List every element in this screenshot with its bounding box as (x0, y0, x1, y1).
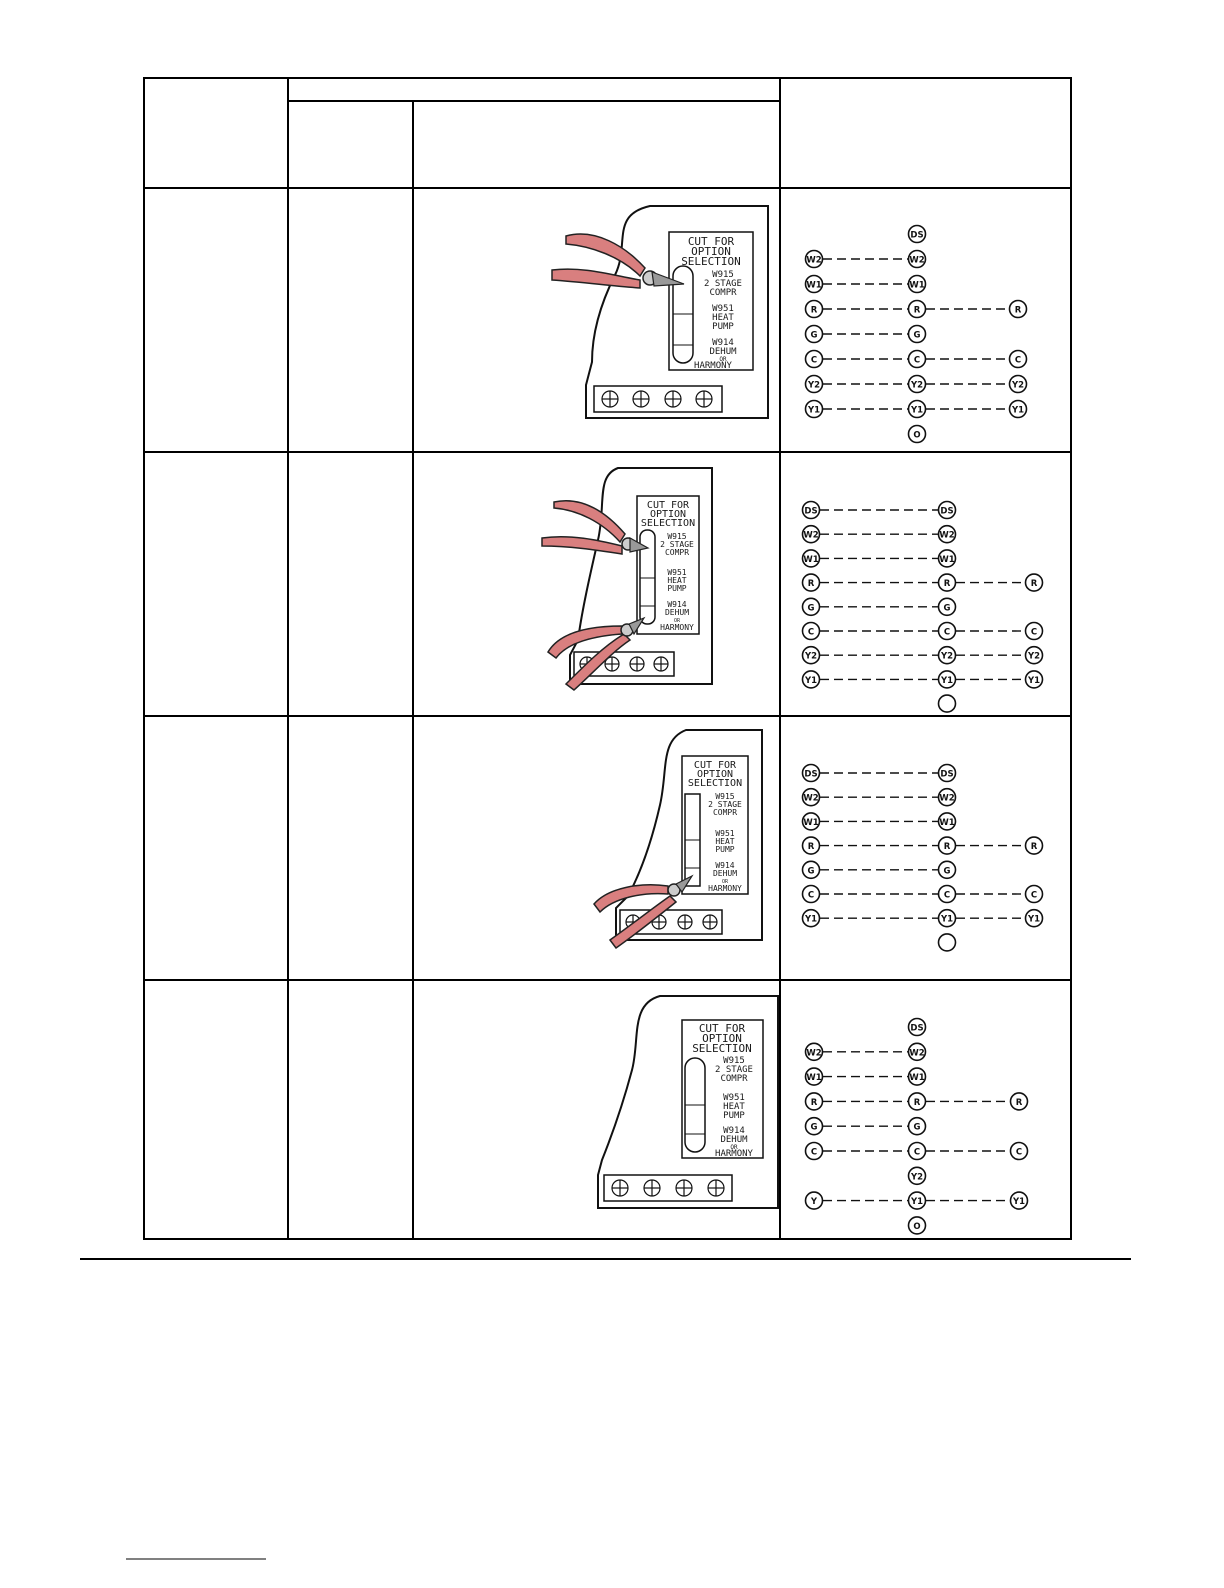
control-board-terminal: R (913, 1097, 921, 1108)
board-illustration-row-4 (598, 996, 778, 1208)
board-label-harmony: HARMONY (708, 884, 742, 893)
control-board-terminal: G (943, 603, 951, 614)
control-board-terminal: Y2 (910, 380, 924, 391)
board-label-w951: W951 (723, 1093, 745, 1103)
control-board-terminal: R (913, 305, 921, 316)
outdoor-unit-terminal: Y1 (1027, 914, 1041, 925)
control-board-terminal: Y2 (910, 1172, 924, 1183)
outdoor-unit-terminal: C (1015, 1147, 1023, 1158)
board-illustration-row-2 (542, 468, 712, 690)
control-board-terminal: G (913, 1122, 921, 1133)
board-label-2-stage: 2 STAGE (660, 540, 694, 549)
outdoor-unit-terminal: R (1015, 1097, 1023, 1108)
board-illustration-row-1 (552, 206, 768, 418)
empty-terminal-circle (939, 695, 956, 712)
control-board-terminal: DS (940, 769, 954, 780)
board-label-selection: SELECTION (687, 778, 743, 789)
board-label-or: OR (721, 879, 729, 885)
control-board-terminal: Y1 (940, 914, 954, 925)
thermostat-terminal: C (807, 627, 815, 638)
thermostat-terminal: W2 (803, 793, 819, 804)
thermostat-terminal: Y1 (807, 405, 821, 416)
board-label-option: OPTION (702, 1032, 742, 1045)
outdoor-unit-terminal: Y1 (1011, 405, 1025, 416)
board-label-w914: W914 (712, 338, 734, 348)
thermostat-terminal: W1 (806, 1073, 822, 1084)
board-label-w914: W914 (667, 600, 687, 609)
board-label-option: OPTION (649, 509, 687, 520)
board-label-pump: PUMP (712, 322, 734, 332)
outdoor-unit-terminal: Y2 (1027, 651, 1041, 662)
control-board-terminal: C (913, 1147, 921, 1158)
board-label-harmony: HARMONY (660, 623, 694, 632)
thermostat-terminal: G (810, 1122, 818, 1133)
board-label-w915: W915 (723, 1056, 745, 1066)
board-label-pump: PUMP (715, 845, 735, 854)
control-board-terminal: W2 (909, 1048, 925, 1059)
wiring-diagram-row-3 (803, 765, 1043, 951)
board-label-heat: HEAT (715, 837, 735, 846)
outdoor-unit-terminal: Y2 (1011, 380, 1025, 391)
board-label-w914: W914 (715, 861, 735, 870)
outdoor-unit-terminal: R (1014, 305, 1022, 316)
control-board-terminal: C (943, 627, 951, 638)
thermostat-terminal: G (810, 330, 818, 341)
thermostat-terminal: DS (804, 769, 818, 780)
thermostat-terminal: R (810, 305, 818, 316)
board-label-selection: SELECTION (681, 255, 741, 268)
outdoor-unit-terminal: Y1 (1012, 1197, 1026, 1208)
control-board-terminal: Y1 (910, 405, 924, 416)
control-board-terminal: W2 (939, 530, 955, 541)
control-board-terminal: DS (910, 230, 924, 241)
control-board-terminal: W1 (939, 554, 955, 565)
board-label-option: OPTION (696, 769, 734, 780)
wiring-diagram-row-2 (803, 502, 1043, 713)
wiring-diagram-row-4 (806, 1019, 1028, 1234)
thermostat-terminal: Y1 (804, 675, 818, 686)
board-label-cut-for: CUT FOR (687, 235, 735, 248)
outdoor-unit-terminal: C (1030, 890, 1038, 901)
board-label-compr: COMPR (712, 808, 738, 817)
thermostat-terminal: G (807, 866, 815, 877)
outdoor-unit-terminal: C (1030, 627, 1038, 638)
thermostat-terminal: W1 (806, 280, 822, 291)
board-label-dehum: DEHUM (720, 1135, 748, 1145)
board-label-cut-for: CUT FOR (698, 1022, 746, 1035)
thermostat-terminal: R (807, 842, 815, 853)
control-board-terminal: G (943, 866, 951, 877)
board-label-w915: W915 (667, 532, 687, 541)
control-board-terminal: DS (910, 1023, 924, 1034)
control-board-terminal: W1 (909, 1073, 925, 1084)
board-label-harmony: HARMONY (715, 1149, 753, 1159)
thermostat-terminal: DS (804, 506, 818, 517)
thermostat-terminal: C (807, 890, 815, 901)
control-board-terminal: Y2 (940, 651, 954, 662)
board-label-heat: HEAT (723, 1102, 745, 1112)
board-label-w915: W915 (715, 792, 735, 801)
control-board-terminal: W1 (939, 817, 955, 828)
thermostat-terminal: Y (810, 1197, 818, 1208)
thermostat-terminal: R (807, 579, 815, 590)
control-board-terminal: R (943, 579, 951, 590)
wiring-diagram-row-1 (806, 226, 1027, 443)
thermostat-terminal: W2 (806, 1048, 822, 1059)
board-label-compr: COMPR (664, 548, 690, 557)
thermostat-terminal: R (810, 1097, 818, 1108)
thermostat-terminal: W2 (806, 255, 822, 266)
control-board-terminal: W2 (939, 793, 955, 804)
thermostat-terminal: Y2 (804, 651, 818, 662)
board-label-dehum: DEHUM (709, 347, 737, 357)
board-label-2-stage: 2 STAGE (708, 800, 742, 809)
board-label-selection: SELECTION (640, 518, 696, 529)
board-label-w914: W914 (723, 1126, 745, 1136)
control-board-terminal: R (943, 842, 951, 853)
board-label-cut-for: CUT FOR (693, 760, 737, 771)
thermostat-terminal: Y2 (807, 380, 821, 391)
thermostat-terminal: G (807, 603, 815, 614)
thermostat-terminal: Y1 (804, 914, 818, 925)
control-board-terminal: G (913, 330, 921, 341)
thermostat-terminal: W1 (803, 817, 819, 828)
board-label-w951: W951 (667, 568, 687, 577)
outdoor-unit-terminal: R (1030, 579, 1038, 590)
board-label-heat: HEAT (667, 576, 687, 585)
board-label-2-stage: 2 STAGE (704, 279, 742, 289)
board-label-w915: W915 (712, 270, 734, 280)
thermostat-terminal: C (810, 1147, 818, 1158)
board-illustration-row-3 (594, 730, 762, 948)
board-label-option: OPTION (691, 245, 731, 258)
control-board-terminal: DS (940, 506, 954, 517)
board-label-pump: PUMP (723, 1111, 745, 1121)
board-label-dehum: DEHUM (712, 869, 738, 878)
board-label-w951: W951 (715, 829, 735, 838)
board-label-heat: HEAT (712, 313, 734, 323)
board-label-or: OR (730, 1144, 738, 1151)
thermostat-terminal: C (810, 355, 818, 366)
control-board-terminal: Y1 (910, 1197, 924, 1208)
board-label-dehum: DEHUM (664, 608, 690, 617)
board-label-harmony: HARMONY (694, 361, 732, 371)
control-board-terminal: O (913, 1221, 921, 1232)
outdoor-unit-terminal: Y1 (1027, 675, 1041, 686)
board-label-2-stage: 2 STAGE (715, 1065, 753, 1075)
outdoor-unit-terminal: R (1030, 842, 1038, 853)
board-label-w951: W951 (712, 304, 734, 314)
board-label-or: OR (719, 356, 727, 363)
control-board-terminal: C (913, 355, 921, 366)
control-board-terminal: W2 (909, 255, 925, 266)
board-label-pump: PUMP (667, 584, 687, 593)
empty-terminal-circle (939, 934, 956, 951)
jumper-slot (640, 530, 655, 624)
control-board-terminal: C (943, 890, 951, 901)
board-label-compr: COMPR (720, 1074, 748, 1084)
thermostat-terminal: W1 (803, 554, 819, 565)
control-board-terminal: O (913, 430, 921, 441)
control-board-terminal: W1 (909, 280, 925, 291)
board-label-or: OR (673, 618, 681, 624)
thermostat-terminal: W2 (803, 530, 819, 541)
outdoor-unit-terminal: C (1014, 355, 1022, 366)
control-board-terminal: Y1 (940, 675, 954, 686)
board-label-cut-for: CUT FOR (646, 500, 690, 511)
board-label-selection: SELECTION (692, 1042, 752, 1055)
wiring-diagrams (803, 226, 1043, 1234)
board-label-compr: COMPR (709, 288, 737, 298)
